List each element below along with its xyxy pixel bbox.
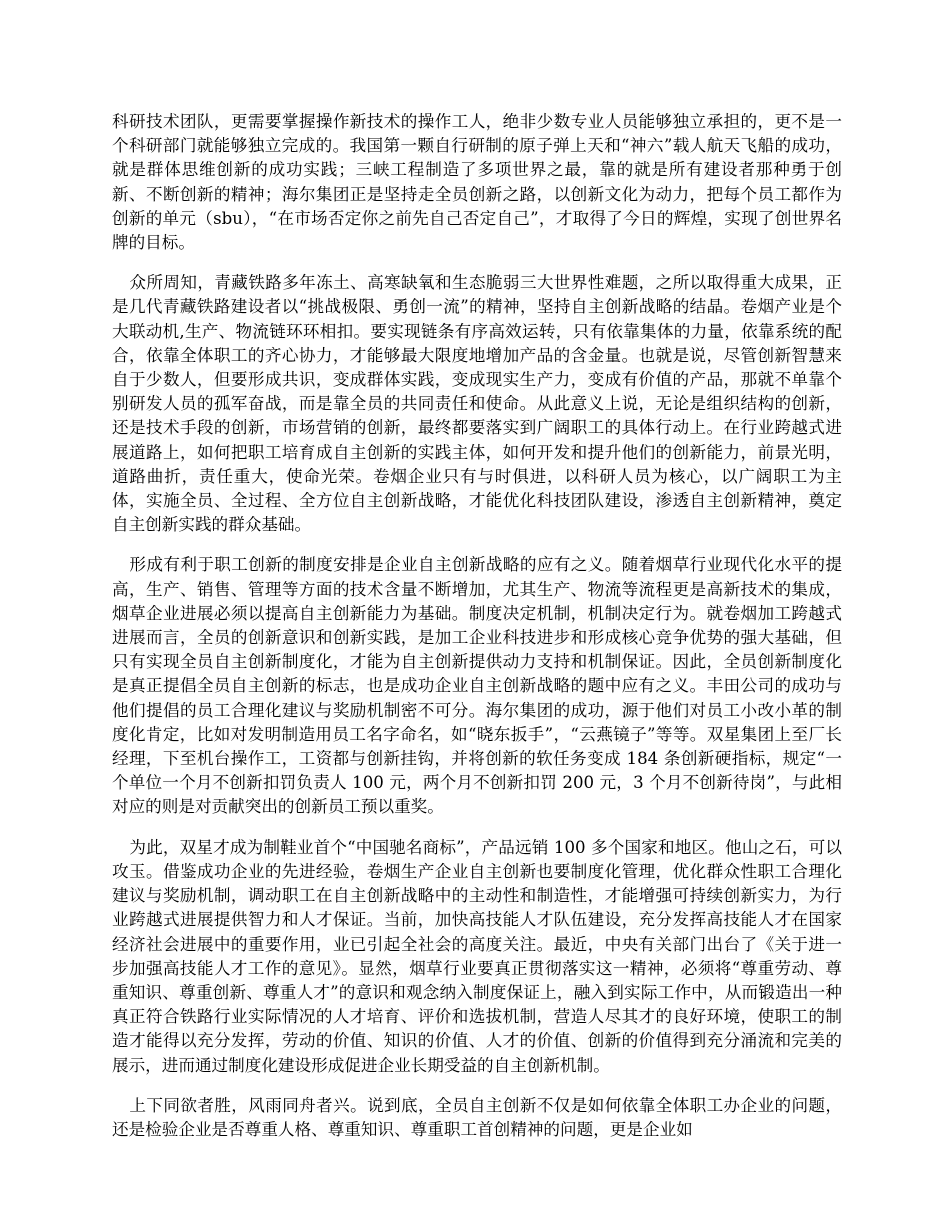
- document-page: [112, 110, 842, 1158]
- paragraph-4: 为此，双星才成为制鞋业首个“中国驰名商标”，产品远销 100 多个国家和地区。他山之石，可以攻玉。借鉴成功企业的先进经验，卷烟生产企业自主创新也要制度化管理，优化群众性职工合理化建议与奖励机制，调动职工在自主创新战略中的主动性和制造性，才能增强可持续创新实力，为行业跨越式进展提供智力和人才保证。当前，加快高技能人才队伍建设，充分发挥高技能人才在国家经济社会进展中的重要作用，业已引起全社会的高度关注。最近，中央有关部门出台了《关于进一步加强高技能人才工作的意见》。显然，烟草行业要真正贯彻落实这一精神，必须将“尊重劳动、尊重知识、尊重创新、尊重人才”的意识和观念纳入制度保证上，融入到实际工作中，从而锻造出一种真正符合铁路行业实际情况的人才培育、评价和选拔机制，营造人尽其才的良好环境，使职工的制造才能得以充分发挥，劳动的价值、知识的价值、人才的价值、创新的价值得到充分涌流和完美的展示，进而通过制度化建设形成促进企业长期受益的自主创新机制。: [112, 837, 842, 1075]
- paragraph-1: 科研技术团队，更需要掌握操作新技术的操作工人，绝非少数专业人员能够独立承担的，更不是一个科研部门就能够独立完成的。我国第一颗自行研制的原子弹上天和“神六”载人航天飞船的成功，就是群体思维创新的成功实践；三峡工程制造了多项世界之最，靠的就是所有建设者那种勇于创新、不断创新的精神；海尔集团正是坚持走全员创新之路，以创新文化为动力，把每个员工都作为创新的单元（sbu），“在市场否定你之前先自己否定自己”，才取得了今日的辉煌，实现了创世界名牌的目标。: [112, 112, 842, 253]
- paragraph-3: 形成有利于职工创新的制度安排是企业自主创新战略的应有之义。随着烟草行业现代化水平的提高，生产、销售、管理等方面的技术含量不断增加，尤其生产、物流等流程更是高新技术的集成，烟草企业进展必须以提高自主创新能力为基础。制度决定机制，机制决定行为。就卷烟加工跨越式进展而言，全员的创新意识和创新实践，是加工企业科技进步和形成核心竞争优势的强大基础，但只有实现全员自主创新制度化，才能为自主创新提供动力支持和机制保证。因此，全员创新制度化是真正提倡全员自主创新的标志，也是成功企业自主创新战略的题中应有之义。丰田公司的成功与他们提倡的员工合理化建议与奖励机制密不可分。海尔集团的成功，源于他们对员工小改小革的制度化肯定，比如对发明制造用员工名字命名，如“晓东扳手”，“云燕镜子”等等。双星集团上至厂长经理，下至机台操作工，工资都与创新挂钩，并将创新的软任务变成 184 条创新硬指标，规定“一个单位一个月不创新扣罚负责人 100 元，两个月不创新扣罚 200 元，3 个月不创新待岗”，与此相对应的则是对贡献突出的创新员工预以重奖。: [112, 555, 842, 817]
- paragraph-5: 上下同欲者胜，风雨同舟者兴。说到底，全员自主创新不仅是如何依靠全体职工办企业的问题，还是检验企业是否尊重人格、尊重知识、尊重职工首创精神的问题，更是企业如: [112, 1095, 842, 1139]
- paragraph-2: 众所周知，青藏铁路多年冻土、高寒缺氧和生态脆弱三大世界性难题，之所以取得重大成果，正是几代青藏铁路建设者以“挑战极限、勇创一流”的精神，坚持自主创新战略的结晶。卷烟产业是个大联动机,生产、物流链环环相扣。要实现链条有序高效运转，只有依靠集体的力量，依靠系统的配合，依靠全体职工的齐心协力，才能够最大限度地增加产品的含金量。也就是说，尽管创新智慧来自于少数人，但要形成共识，变成群体实践，变成现实生产力，变成有价值的产品，那就不单靠个别研发人员的孤军奋战，而是靠全员的共同责任和使命。从此意义上说，无论是组织结构的创新，还是技术手段的创新，市场营销的创新，最终都要落实到广阔职工的具体行动上。在行业跨越式进展道路上，如何把职工培育成自主创新的实践主体，如何开发和提升他们的创新能力，前景光明，道路曲折，责任重大，使命光荣。卷烟企业只有与时俱进，以科研人员为核心，以广阔职工为主体，实施全员、全过程、全方位自主创新战略，才能优化科技团队建设，渗透自主创新精神，奠定自主创新实践的群众基础。: [112, 273, 842, 535]
